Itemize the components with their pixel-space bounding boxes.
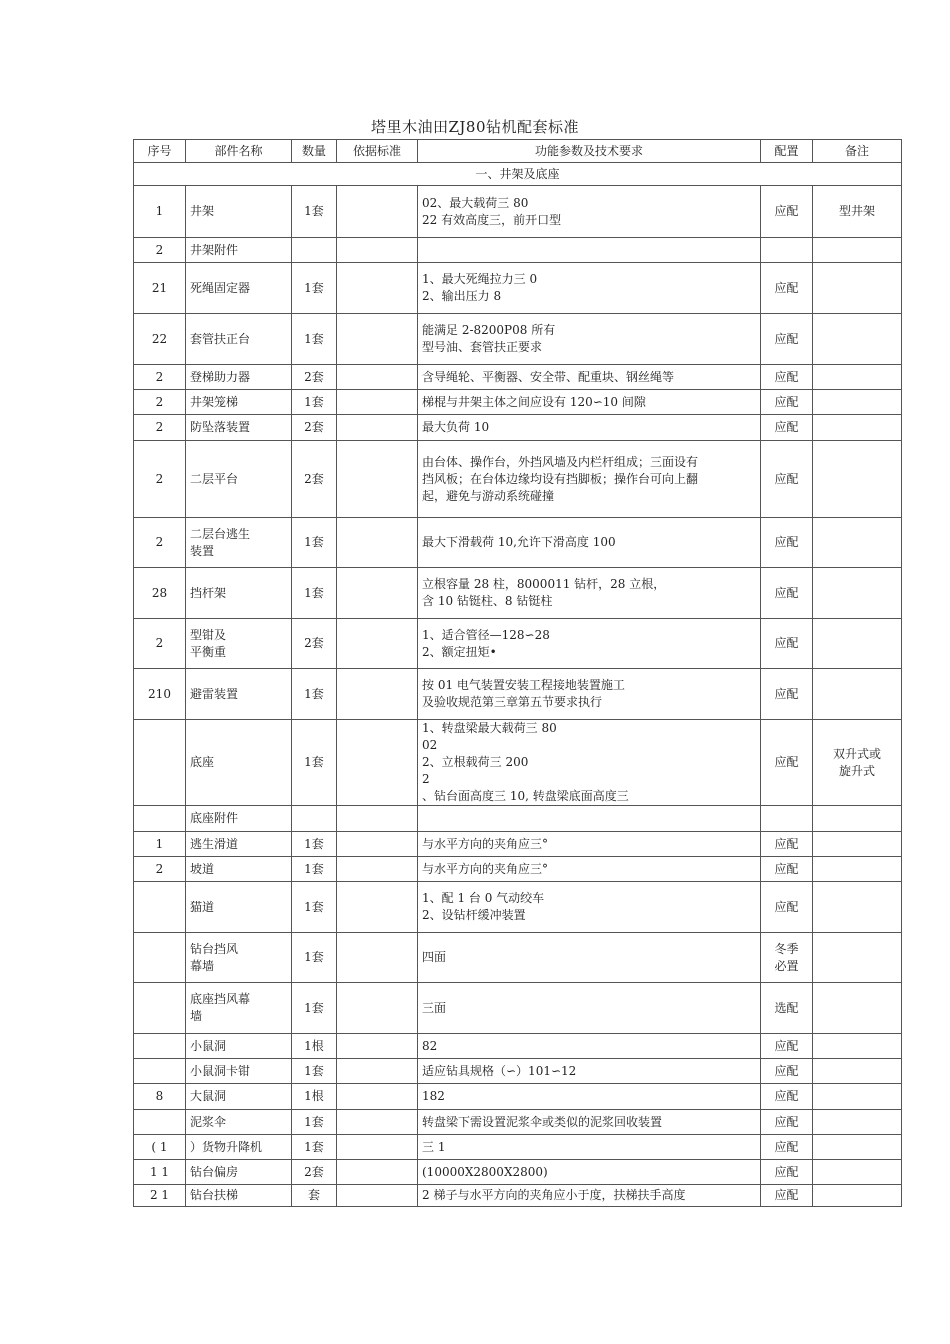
cell-config: 应配 [761,857,813,882]
cell-requirements: 2 梯子与水平方向的夹角应小于度，扶梯扶手高度 [418,1185,761,1207]
cell-requirements: 02、最大载荷三 80 22 有效高度三，前开口型 [418,186,761,238]
table-row [134,882,902,933]
cell-qty: 1套 [292,720,337,806]
cell-config: 应配 [761,832,813,857]
cell-config: 应配 [761,1034,813,1059]
cell-no: 2 1 [134,1185,186,1207]
cell-no: 2 [134,857,186,882]
cell-name: 小鼠洞卡钳 [186,1059,292,1084]
cell-note [813,857,902,882]
table-row [134,314,902,365]
cell-requirements: 能满足 2-8200P08 所有 型号油、套管扶正要求 [418,314,761,365]
cell-note [813,1160,902,1185]
cell-config: 应配 [761,263,813,314]
cell-qty: 1套 [292,933,337,983]
cell-no: 1 1 [134,1160,186,1185]
cell-note: 双升式或 旋升式 [813,720,902,806]
cell-config: 应配 [761,1084,813,1110]
cell-requirements [418,806,761,832]
cell-config: 选配 [761,983,813,1034]
cell-note [813,518,902,568]
cell-standard [337,365,418,390]
cell-name: 登梯助力器 [186,365,292,390]
cell-qty: 2套 [292,441,337,518]
cell-qty: 1套 [292,1059,337,1084]
header-standard: 依据标准 [337,140,418,163]
cell-note [813,1059,902,1084]
cell-qty: 1套 [292,314,337,365]
cell-standard [337,415,418,441]
cell-standard [337,1059,418,1084]
cell-qty: 1套 [292,1110,337,1135]
table-row [134,1084,902,1110]
cell-standard [337,518,418,568]
cell-config [761,238,813,263]
cell-standard [337,720,418,806]
cell-no [134,720,186,806]
cell-qty: 2套 [292,1160,337,1185]
table-row [134,415,902,441]
table-row [134,669,902,720]
cell-no [134,1059,186,1084]
cell-note [813,390,902,415]
cell-qty: 1根 [292,1084,337,1110]
cell-name: 底座 [186,720,292,806]
cell-qty: 1套 [292,832,337,857]
cell-requirements: 1、配 1 台 0 气动绞车 2、设钻杆缓冲装置 [418,882,761,933]
cell-config: 应配 [761,415,813,441]
cell-qty: 套 [292,1185,337,1207]
cell-no [134,933,186,983]
cell-requirements: 与水平方向的夹角应三° [418,857,761,882]
cell-note [813,983,902,1034]
cell-qty: 1套 [292,390,337,415]
header-name: 部件名称 [186,140,292,163]
cell-name: 泥浆伞 [186,1110,292,1135]
cell-name: 套管扶正台 [186,314,292,365]
cell-no: 210 [134,669,186,720]
cell-no: 2 [134,619,186,669]
table-row [134,1059,902,1084]
cell-name: 挡杆架 [186,568,292,619]
table-row [134,441,902,518]
cell-name: 死绳固定器 [186,263,292,314]
cell-config: 应配 [761,882,813,933]
cell-config: 应配 [761,441,813,518]
table-row [134,568,902,619]
cell-requirements: 1、适合管径—128∽28 2、额定扭矩• [418,619,761,669]
cell-config: 应配 [761,1185,813,1207]
cell-standard [337,263,418,314]
header-requirements: 功能参数及技术要求 [418,140,761,163]
table-row [134,806,902,832]
cell-standard [337,882,418,933]
cell-config: 应配 [761,365,813,390]
cell-note [813,238,902,263]
spec-table [133,139,902,1207]
cell-name: 坡道 [186,857,292,882]
cell-config [761,806,813,832]
header-no: 序号 [134,140,186,163]
cell-name: 二层台逃生 装置 [186,518,292,568]
cell-name: 井架笼梯 [186,390,292,415]
cell-note [813,1135,902,1160]
table-row [134,186,902,238]
cell-name: 底座挡风幕 墙 [186,983,292,1034]
cell-name: 避雷装置 [186,669,292,720]
cell-name: 型钳及 平衡重 [186,619,292,669]
header-qty: 数量 [292,140,337,163]
cell-no: 2 [134,518,186,568]
cell-note [813,365,902,390]
cell-no: 2 [134,238,186,263]
cell-qty: 1套 [292,669,337,720]
cell-name: 井架 [186,186,292,238]
cell-note [813,263,902,314]
table-row [134,263,902,314]
cell-requirements: 适应钻具规格（∽）101∽12 [418,1059,761,1084]
cell-standard [337,390,418,415]
table-row [134,619,902,669]
cell-name: 逃生滑道 [186,832,292,857]
cell-note [813,441,902,518]
cell-requirements: 由台体、操作台，外挡风墙及内栏杆组成；三面设有 挡风板；在台体边缘均设有挡脚板；操作台可向上翻 起，避免与游动系统碰撞 [418,441,761,518]
cell-no: 8 [134,1084,186,1110]
cell-requirements: 梯棍与井架主体之间应设有 120∽10 间隙 [418,390,761,415]
cell-requirements: 三 1 [418,1135,761,1160]
cell-standard [337,983,418,1034]
cell-requirements: 四面 [418,933,761,983]
header-row [134,140,902,163]
cell-qty: 1套 [292,1135,337,1160]
cell-standard [337,568,418,619]
cell-note [813,1034,902,1059]
cell-no: 22 [134,314,186,365]
cell-requirements: 最大负荷 10 [418,415,761,441]
cell-name: 防坠落装置 [186,415,292,441]
cell-note [813,415,902,441]
cell-note [813,882,902,933]
cell-qty: 2套 [292,619,337,669]
cell-standard [337,857,418,882]
cell-standard [337,186,418,238]
cell-requirements: 1、最大死绳拉力三 0 2、输出压力 8 [418,263,761,314]
cell-note [813,1084,902,1110]
cell-standard [337,314,418,365]
cell-standard [337,832,418,857]
cell-note [813,806,902,832]
table-row [134,933,902,983]
cell-standard [337,619,418,669]
table-row [134,832,902,857]
cell-no: 2 [134,365,186,390]
table-body [134,163,902,1207]
cell-no: 21 [134,263,186,314]
cell-requirements: 三面 [418,983,761,1034]
cell-standard [337,1135,418,1160]
cell-qty: 2套 [292,365,337,390]
cell-qty [292,806,337,832]
cell-name: 底座附件 [186,806,292,832]
cell-qty: 1套 [292,263,337,314]
cell-config: 应配 [761,669,813,720]
cell-requirements: 182 [418,1084,761,1110]
cell-config: 应配 [761,720,813,806]
cell-config: 应配 [761,1135,813,1160]
table-row [134,365,902,390]
cell-no: 2 [134,390,186,415]
cell-name: 小鼠洞 [186,1034,292,1059]
cell-name: 二层平台 [186,441,292,518]
cell-no: 2 [134,441,186,518]
cell-name: 钻台挡风 幕墙 [186,933,292,983]
cell-note [813,933,902,983]
cell-note [813,832,902,857]
cell-no [134,983,186,1034]
cell-standard [337,1034,418,1059]
cell-config: 应配 [761,186,813,238]
cell-note [813,314,902,365]
table-row [134,720,902,806]
table-row [134,983,902,1034]
cell-no: 1 [134,832,186,857]
table-header [134,140,902,163]
cell-requirements: 立根容量 28 柱，8000011 钻杆，28 立根， 含 10 钻铤柱、8 钻铤柱 [418,568,761,619]
table-row [134,1185,902,1207]
table-row [134,1034,902,1059]
cell-qty: 1套 [292,882,337,933]
cell-config: 应配 [761,619,813,669]
cell-no: 2 [134,415,186,441]
cell-standard [337,238,418,263]
cell-config: 应配 [761,518,813,568]
cell-config: 冬季 必置 [761,933,813,983]
cell-qty: 1套 [292,186,337,238]
section-row [134,163,902,186]
cell-note [813,669,902,720]
cell-no: 1 [134,186,186,238]
cell-no [134,882,186,933]
cell-standard [337,1110,418,1135]
table-row [134,238,902,263]
cell-requirements: 1、转盘梁最大载荷三 80 02 2、立根载荷三 200 2 、钻台面高度三 10, 转盘梁底面高度三 [418,720,761,806]
table-row [134,1135,902,1160]
cell-name: ）货物升降机 [186,1135,292,1160]
cell-standard [337,669,418,720]
cell-qty: 2套 [292,415,337,441]
cell-note [813,1110,902,1135]
cell-standard [337,933,418,983]
cell-requirements: 转盘梁下需设置泥浆伞或类似的泥浆回收装置 [418,1110,761,1135]
cell-qty: 1套 [292,857,337,882]
table-row [134,518,902,568]
cell-name: 猫道 [186,882,292,933]
cell-qty: 1套 [292,983,337,1034]
cell-standard [337,1185,418,1207]
cell-config: 应配 [761,390,813,415]
table-row [134,857,902,882]
cell-config: 应配 [761,1110,813,1135]
cell-requirements: 82 [418,1034,761,1059]
cell-note: 型井架 [813,186,902,238]
header-note: 备注 [813,140,902,163]
cell-requirements [418,238,761,263]
cell-no: ( 1 [134,1135,186,1160]
cell-name: 井架附件 [186,238,292,263]
cell-note [813,619,902,669]
table-row [134,1160,902,1185]
cell-no [134,806,186,832]
cell-no [134,1110,186,1135]
cell-requirements: 按 01 电气装置安装工程接地装置施工 及验收规范第三章第五节要求执行 [418,669,761,720]
cell-no [134,1034,186,1059]
cell-requirements: 含导绳轮、平衡器、安全带、配重块、钢丝绳等 [418,365,761,390]
cell-qty [292,238,337,263]
header-config: 配置 [761,140,813,163]
cell-requirements: (10000X2800X2800) [418,1160,761,1185]
cell-requirements: 最大下滑载荷 10,允许下滑高度 100 [418,518,761,568]
cell-standard [337,806,418,832]
cell-standard [337,1084,418,1110]
section-title: 一、井架及底座 [134,163,902,186]
cell-name: 大鼠洞 [186,1084,292,1110]
cell-config: 应配 [761,1160,813,1185]
cell-name: 钻台扶梯 [186,1185,292,1207]
cell-no: 28 [134,568,186,619]
cell-name: 钻台偏房 [186,1160,292,1185]
cell-standard [337,1160,418,1185]
cell-config: 应配 [761,314,813,365]
cell-config: 应配 [761,568,813,619]
cell-standard [337,441,418,518]
table-row [134,1110,902,1135]
cell-note [813,1185,902,1207]
cell-config: 应配 [761,1059,813,1084]
cell-note [813,568,902,619]
table-row [134,390,902,415]
cell-requirements: 与水平方向的夹角应三° [418,832,761,857]
cell-qty: 1根 [292,1034,337,1059]
page-title: 塔里木油田ZJ80钻机配套标准 [370,118,580,136]
cell-qty: 1套 [292,518,337,568]
cell-qty: 1套 [292,568,337,619]
